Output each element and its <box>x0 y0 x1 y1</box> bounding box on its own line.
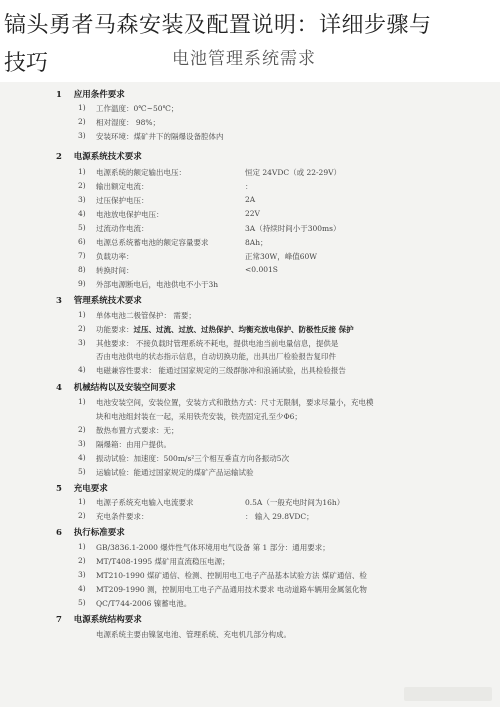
section-heading: 7 电源系统结构要求 <box>56 615 142 625</box>
section-heading: 1 应用条件要求 <box>56 90 125 100</box>
article-title-line1: 镐头勇者马森安装及配置说明：详细步骤与 <box>4 13 432 38</box>
watermark <box>404 687 492 701</box>
section-heading: 6 执行标准要求 <box>56 528 125 538</box>
section-heading: 3 管理系统技术要求 <box>56 296 142 306</box>
section-heading: 2 电源系统技术要求 <box>56 152 142 162</box>
article-title-line2: 技巧 <box>4 51 49 76</box>
protection-features: 过压、过流、过放、过热保护、均衡充放电保护、防极性反接 保护 <box>133 325 354 334</box>
section-heading: 5 充电要求 <box>56 484 108 494</box>
section-heading: 4 机械结构以及安装空间要求 <box>56 383 176 393</box>
article-header <box>0 0 500 82</box>
document-title: 电池管理系统需求 <box>172 49 316 69</box>
